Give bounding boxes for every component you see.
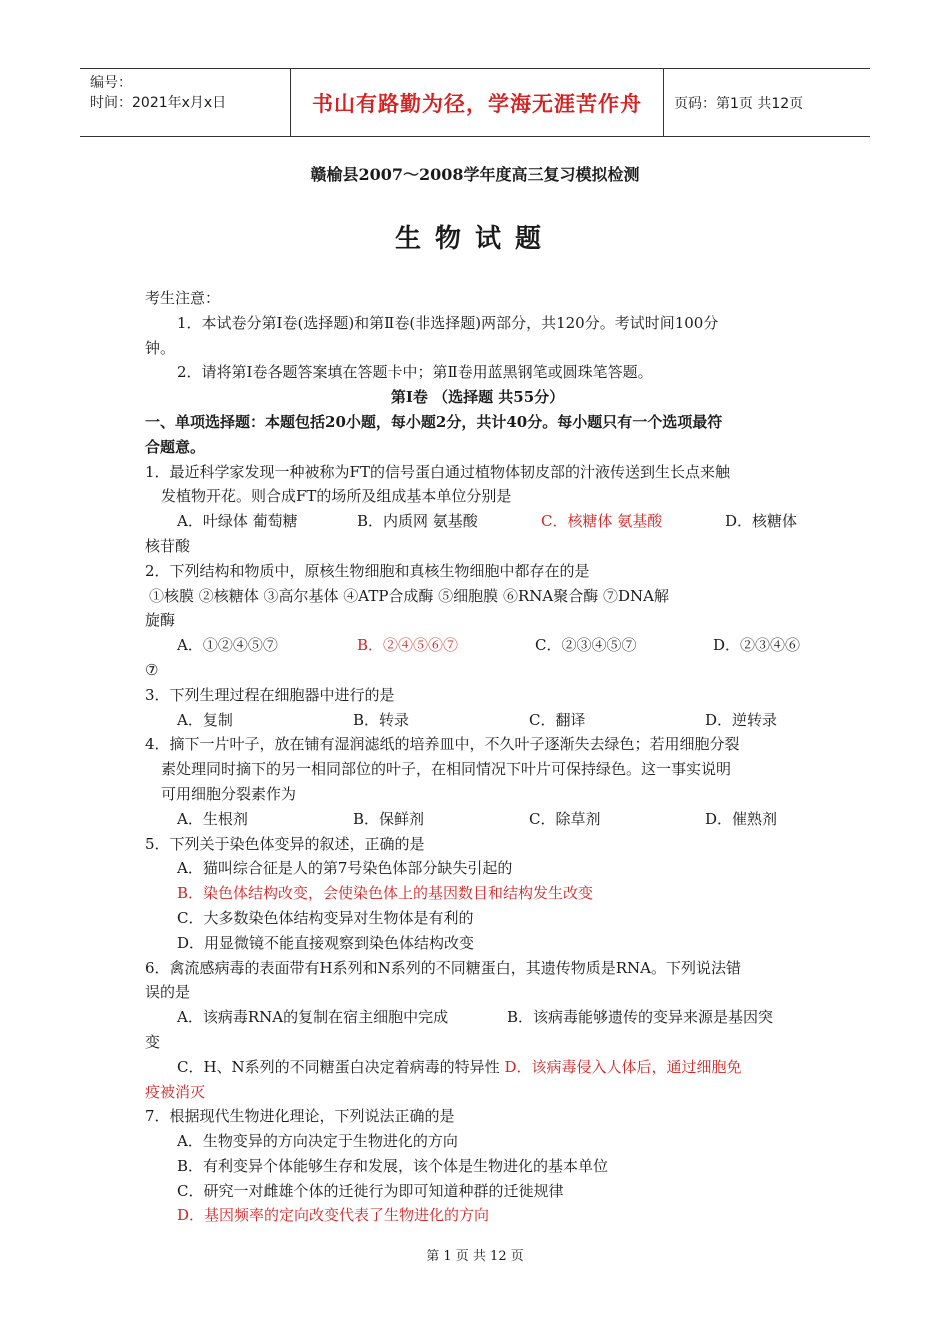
q4-option-c: C．除草剂: [529, 809, 601, 828]
exam-title: 生物试题: [394, 224, 555, 254]
q7-stem: 7．根据现代生物进化理论，下列说法正确的是: [145, 1107, 455, 1126]
exam-subtitle: 赣榆县2007～2008学年度高三复习模拟检测: [310, 165, 640, 184]
q2-option-a: A．①②④⑤⑦: [177, 636, 278, 655]
q2-option-d: D．②③④⑥: [713, 636, 801, 655]
q2-items-cont: 旋酶: [145, 611, 176, 630]
q4-stem-cont-2: 可用细胞分裂素作为: [161, 784, 297, 803]
header-meta: [80, 69, 290, 136]
q3-option-d: D．逆转录: [705, 710, 778, 729]
q6-stem: 6．禽流感病毒的表面带有H系列和N系列的不同糖蛋白，其遗传物质是RNA。下列说法错: [145, 958, 742, 977]
q7-option-a: A．生物变异的方向决定于生物进化的方向: [177, 1132, 458, 1151]
q5-option-b: B．染色体结构改变，会使染色体上的基因数目和结构发生改变: [177, 884, 594, 903]
q5-stem: 5．下列关于染色体变异的叙述，正确的是: [145, 834, 425, 853]
q3-option-b: B．转录: [353, 710, 410, 729]
q4-option-d: D．催熟剂: [705, 809, 778, 828]
q4-option-a: A．生根剂: [177, 809, 248, 828]
q6-options-cd: [145, 1055, 810, 1080]
q1-option-a: A．叶绿体 葡萄糖: [177, 512, 298, 531]
q4-stem-cont: 素处理同时摘下的另一相同部位的叶子，在相同情况下叶片可保持绿色。这一事实说明: [161, 760, 732, 779]
q5-option-c: C．大多数染色体结构变异对生物体是有利的: [177, 908, 474, 927]
q1-option-b: B．内质网 氨基酸: [357, 512, 478, 531]
q6-option-b: B．该病毒能够遗传的变异来源是基因突: [507, 1008, 774, 1027]
q3-stem: 3．下列生理过程在细胞器中进行的是: [145, 685, 395, 704]
q3-option-c: C．翻译: [529, 710, 586, 729]
notice-item-2: 2．请将第Ⅰ卷各题答案填在答题卡中；第Ⅱ卷用蓝黑钢笔或圆珠笔答题。: [177, 363, 653, 382]
q3-options: [145, 708, 810, 733]
q6-option-b-cont: 变: [145, 1032, 161, 1051]
q5-option-a: A．猫叫综合征是人的第7号染色体部分缺失引起的: [177, 859, 513, 878]
q2-options: [145, 633, 810, 658]
q7-option-b: B．有利变异个体能够生存和发展，该个体是生物进化的基本单位: [177, 1156, 609, 1175]
q2-option-b: B．②④⑤⑥⑦: [357, 636, 459, 655]
q1-option-d-cont: 核苷酸: [145, 536, 191, 555]
q4-stem: 4．摘下一片叶子，放在铺有湿润滤纸的培养皿中，不久叶子逐渐失去绿色；若用细胞分裂: [145, 735, 740, 754]
q1-option-c: C．核糖体 氨基酸: [541, 512, 663, 531]
section-heading: 一、单项选择题：本题包括20小题，每小题2分，共计40分。每小题只有一个选项最符: [145, 412, 723, 431]
notice-heading: 考生注意：: [145, 289, 221, 307]
q6-option-c: C．H、N系列的不同糖蛋白决定着病毒的特异性: [177, 1057, 500, 1076]
q7-option-d: D．基因频率的定向改变代表了生物进化的方向: [177, 1206, 490, 1225]
q5-option-d: D．用显微镜不能直接观察到染色体结构改变: [177, 933, 475, 952]
q3-option-a: A．复制: [177, 710, 233, 729]
document-body: [145, 286, 810, 1228]
notice-item-1-cont: 钟。: [145, 338, 176, 357]
part1-heading: 第Ⅰ卷 （选择题 共55分）: [390, 388, 565, 407]
q6-option-d-cont: 疫被消灭: [145, 1082, 206, 1101]
q2-option-d-cont: ⑦: [145, 660, 159, 679]
notice-item-1: 1．本试卷分第Ⅰ卷(选择题)和第Ⅱ卷(非选择题)两部分，共120分。考试时间100分: [177, 313, 719, 332]
q6-options-ab: [145, 1005, 810, 1030]
q1-stem-cont: 发植物开花。则合成FT的场所及组成基本单位分别是: [161, 487, 512, 506]
q2-option-c: C．②③④⑤⑦: [535, 636, 637, 655]
q6-stem-cont: 误的是: [145, 983, 191, 1002]
page-footer: 第 1 页 共 12 页: [426, 1249, 524, 1264]
q2-items: ①核膜 ②核糖体 ③高尔基体 ④ATP合成酶 ⑤细胞膜 ⑥RNA聚合酶 ⑦DNA解: [149, 586, 669, 605]
q6-option-a: A．该病毒RNA的复制在宿主细胞中完成: [177, 1008, 449, 1027]
header-code: 编号：: [90, 75, 132, 91]
q1-option-d: D．核糖体: [725, 512, 798, 531]
header-motto: 书山有路勤为径，学海无涯苦作舟: [290, 69, 664, 136]
q1-stem: 1．最近科学家发现一种被称为FT的信号蛋白通过植物体韧皮部的汁液传送到生长点来触: [145, 462, 730, 481]
header-date: 时间：2021年x月x日: [90, 95, 227, 111]
page-header: [80, 68, 870, 137]
header-page-info: 页码：第1页 共12页: [674, 95, 804, 112]
q7-option-c: C．研究一对雌雄个体的迁徙行为即可知道种群的迁徙规律: [177, 1181, 564, 1200]
q6-option-d: D．该病毒侵入人体后，通过细胞免: [504, 1057, 742, 1076]
q1-options: [145, 509, 810, 534]
q2-stem: 2．下列结构和物质中，原核生物细胞和真核生物细胞中都存在的是: [145, 561, 590, 580]
section-heading-cont: 合题意。: [145, 437, 206, 456]
q4-options: [145, 807, 810, 832]
q4-option-b: B．保鲜剂: [353, 809, 425, 828]
